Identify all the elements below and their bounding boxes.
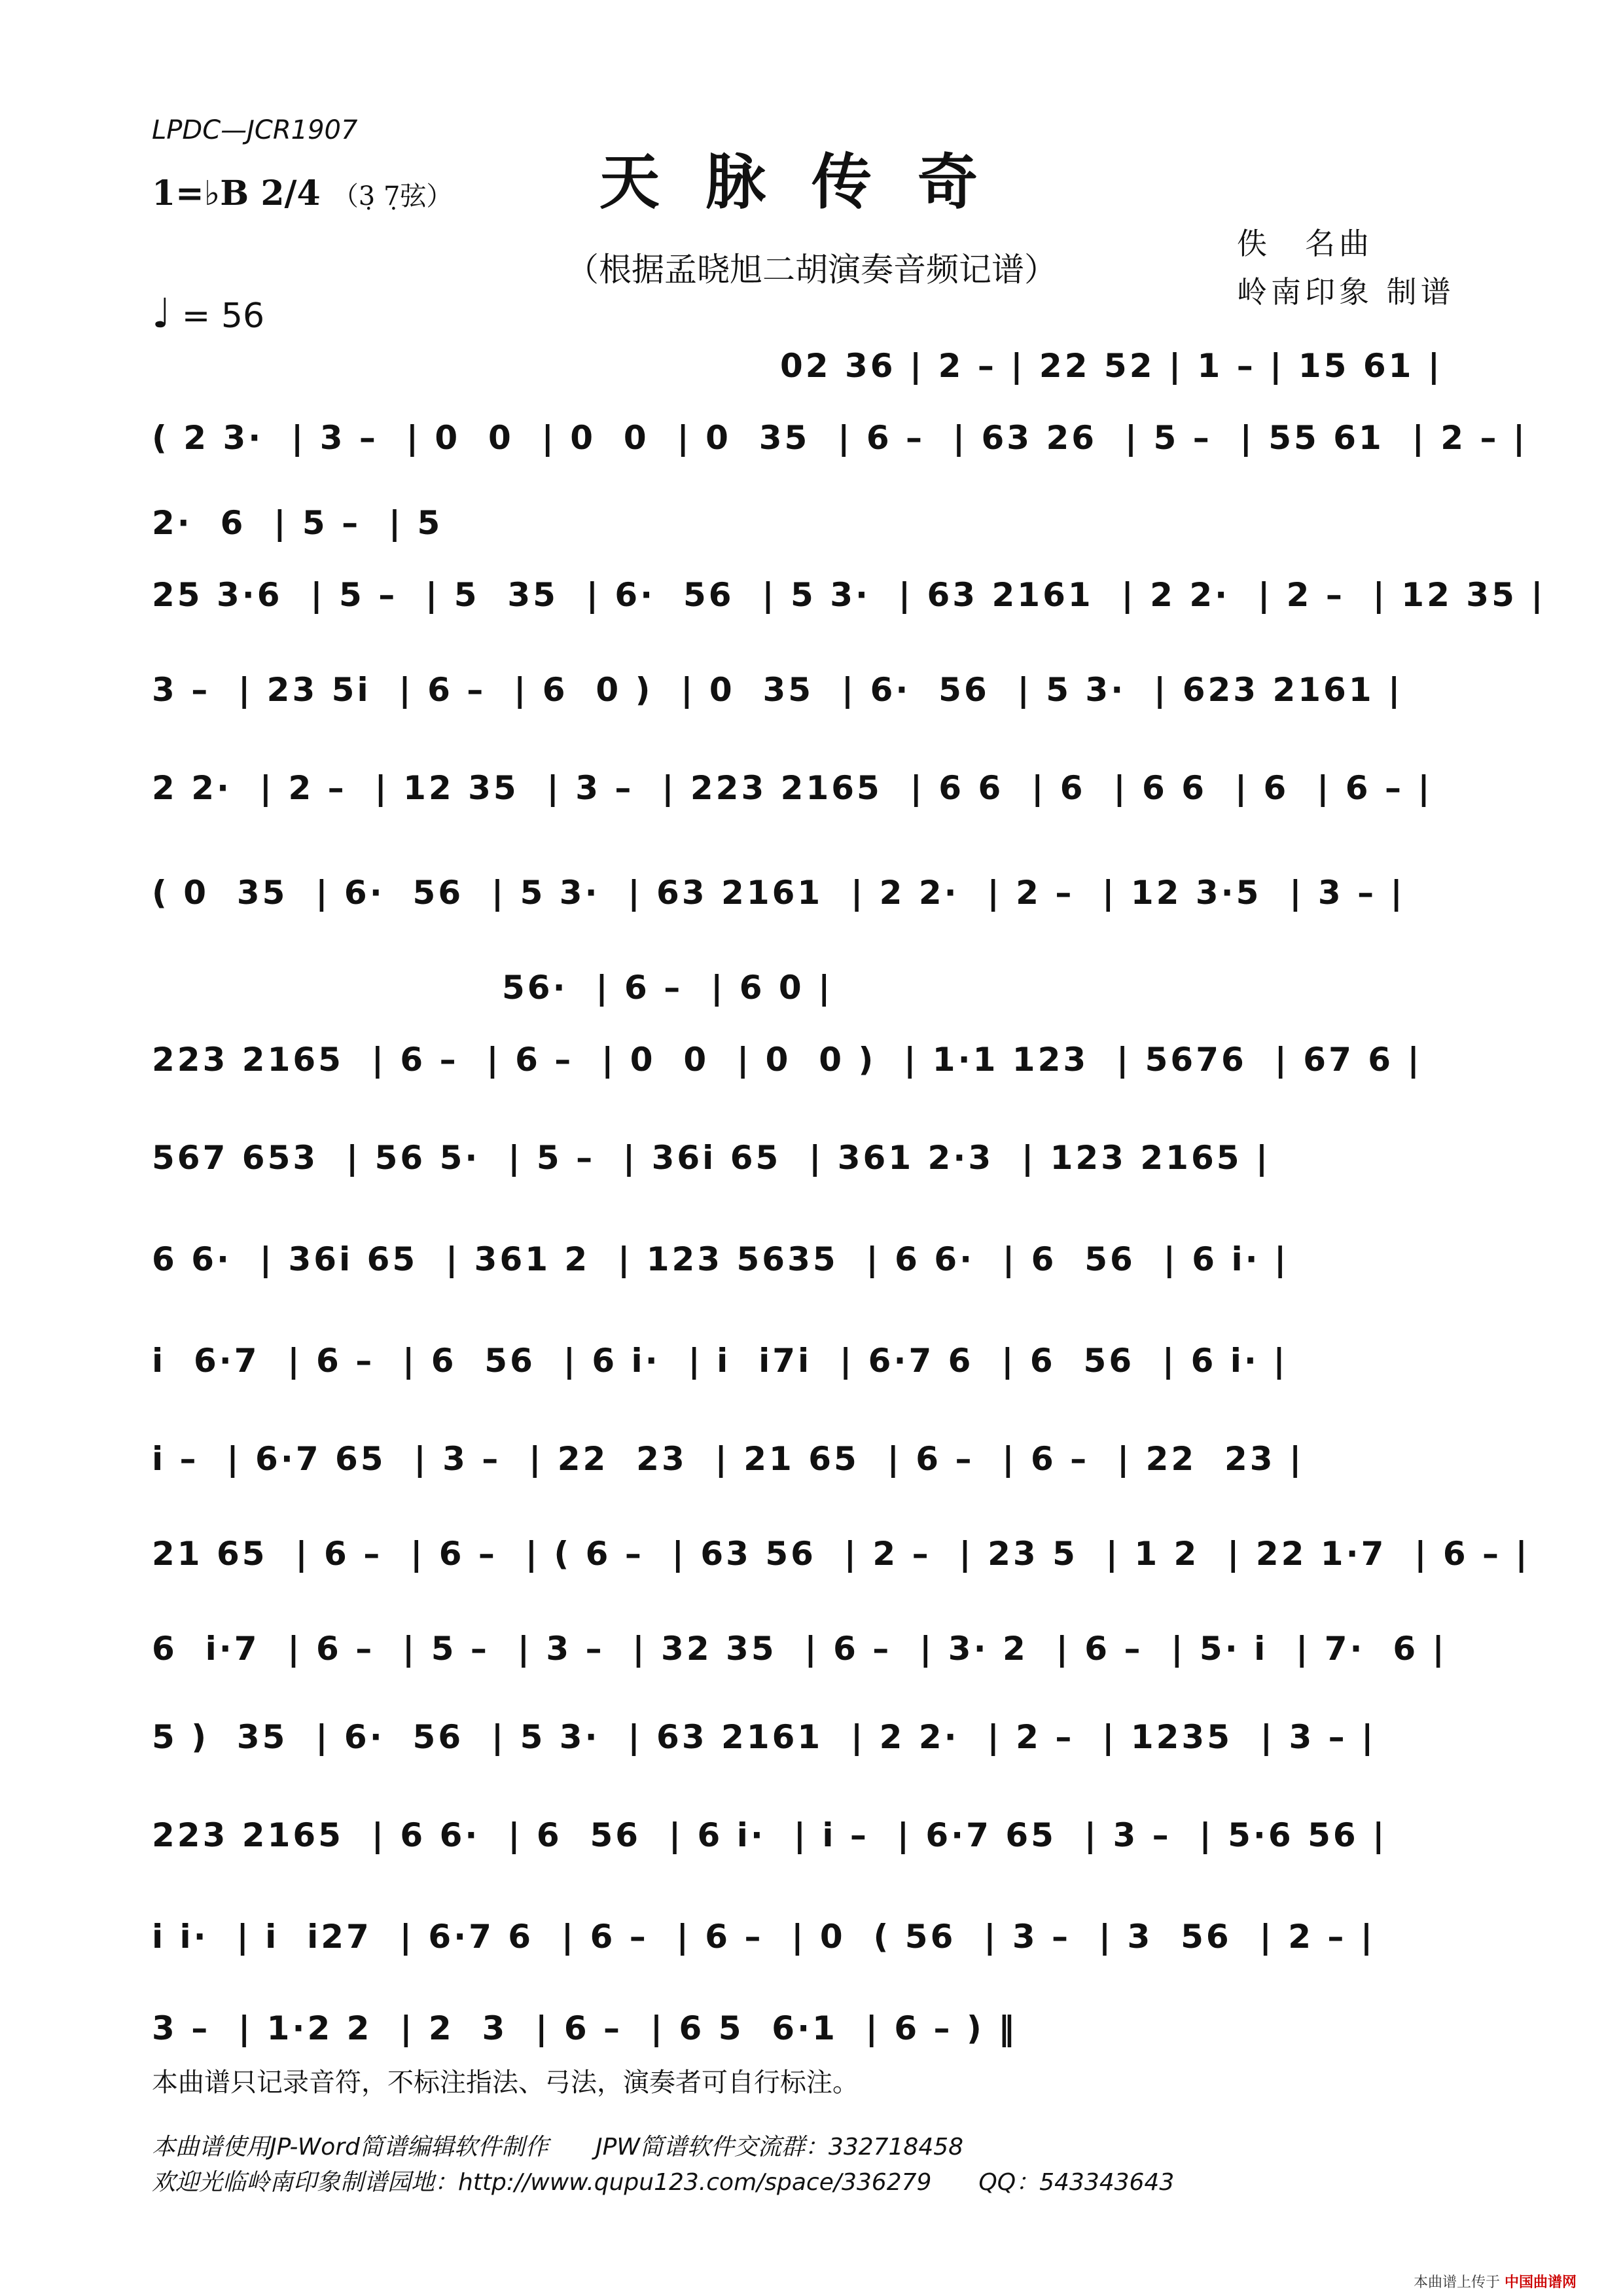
score-line-notes: 567 653 | 56 5· | 5 – | 36i 65 | 361 2·3 | 123 2165 | [152, 1139, 1271, 1177]
score-line-notes: 25 3·6 | 5 – | 5 35 | 6· 56 | 5 3· | 63 2161 | 2 2· | 2 – | 12 35 | [152, 576, 1546, 614]
score-line-notes: 3 – | 23 5i | 6 – | 6 0 ) | 0 35 | 6· 56 | 5 3· | 623 2161 | [152, 671, 1403, 709]
score-line [152, 1139, 1474, 1185]
score-line [152, 769, 1474, 815]
score-line [152, 1630, 1474, 1676]
score-line-notes: ( 0 35 | 6· 56 | 5 3· | 63 2161 | 2 2· | 2 – | 12 3·5 | 3 – | [152, 874, 1405, 912]
score-remark: 本曲谱只记录音符，不标注指法、弓法，演奏者可自行标注。 [152, 2068, 859, 2098]
score-line [152, 874, 1474, 920]
upload-watermark [1414, 2271, 1577, 2291]
score-line-notes: i 6·7 | 6 – | 6 56 | 6 i· | i i7i | 6·7 6 | 6 56 | 6 i· | [152, 1342, 1288, 1380]
composer-credit: 佚 名曲 [1237, 226, 1373, 261]
score-line-notes: 3 – | 1·2 2 | 2 3 | 6 – | 6 5 6·1 | 6 – ) ‖ [152, 2009, 1018, 2047]
score-code: LPDC—JCR1907 [152, 115, 358, 145]
score-line-notes: 6 i·7 | 6 – | 5 – | 3 – | 32 35 | 6 – | 3· 2 | 6 – | 5· i | 7· 6 | [152, 1630, 1447, 1668]
quarter-note-icon: ♩ [152, 289, 171, 337]
score-line [152, 1440, 1474, 1486]
score-line [152, 1240, 1474, 1286]
score-line-notes: 21 65 | 6 – | 6 – | ( 6 – | 63 56 | 2 – | 23 5 | 1 2 | 22 1·7 | 6 – | [152, 1535, 1530, 1573]
page-title: 天脉传奇 [599, 147, 1024, 217]
score-line-notes: 6 6· | 36i 65 | 361 2 | 123 5635 | 6 6· | 6 56 | 6 i· | [152, 1240, 1289, 1278]
score-line-notes: 2 2· | 2 – | 12 35 | 3 – | 223 2165 | 6 6 | 6 | 6 6 | 6 | 6 – | [152, 769, 1433, 807]
score-line [152, 1918, 1474, 1964]
score-line-notes: i – | 6·7 65 | 3 – | 22 23 | 21 65 | 6 – | 6 – | 22 23 | [152, 1440, 1304, 1478]
tempo-marking [152, 289, 264, 337]
software-credit: 本曲谱使用JP-Word简谱编辑软件制作 JPW简谱软件交流群：332718458 [152, 2134, 964, 2161]
tempo-value: = 56 [181, 296, 265, 336]
key-signature [152, 173, 452, 213]
score-ossia-line [152, 969, 1474, 1014]
score-line [152, 1041, 1474, 1086]
score-ossia-notes: 56· | 6 – | 6 0 | [502, 969, 833, 1007]
subtitle: （根据孟晓旭二胡演奏音频记谱） [566, 251, 1057, 289]
string-tuning: （3̣ 7̣弦） [332, 181, 453, 211]
score-line-notes: 223 2165 | 6 – | 6 – | 0 0 | 0 0 ) | 1·1 123 | 5676 | 67 6 | [152, 1041, 1422, 1079]
score-line [152, 1718, 1474, 1764]
website-credit: 欢迎光临岭南印象制谱园地：http://www.qupu123.com/space/336279 QQ：543343643 [152, 2169, 1175, 2196]
score-line-notes: i i· | i i27 | 6·7 6 | 6 – | 6 – | 0 ( 56 | 3 – | 3 56 | 2 – | [152, 1918, 1376, 1956]
score-line [152, 504, 1474, 550]
score-line-notes: ( 2 3· | 3 – | 0 0 | 0 0 | 0 35 | 6 – | 63 26 | 5 – | 55 61 | 2 – | [152, 419, 1528, 457]
score-line [152, 576, 1546, 622]
key-label: 1=♭B [152, 173, 249, 213]
score-line-notes: 2· 6 | 5 – | 5 [152, 504, 443, 542]
score-pickup-line [152, 347, 1474, 393]
score-line-notes: 223 2165 | 6 6· | 6 56 | 6 i· | i – | 6·7 65 | 3 – | 5·6 56 | [152, 1816, 1387, 1854]
score-line [152, 1535, 1530, 1581]
score-line [152, 2009, 1474, 2055]
score-line [152, 419, 1528, 465]
score-line [152, 1342, 1474, 1388]
pickup-notes: 02 36 | 2 – | 22 52 | 1 – | 15 61 | [780, 347, 1443, 385]
site-logo: 中国曲谱网 [1505, 2274, 1577, 2291]
upload-prefix: 本曲谱上传于 [1414, 2274, 1501, 2291]
arranger-credit: 岭南印象 制谱 [1237, 274, 1455, 310]
score-line [152, 1816, 1474, 1862]
score-line-notes: 5 ) 35 | 6· 56 | 5 3· | 63 2161 | 2 2· | 2 – | 1235 | 3 – | [152, 1718, 1376, 1756]
time-signature: 2/4 [260, 173, 321, 213]
score-line [152, 671, 1474, 717]
